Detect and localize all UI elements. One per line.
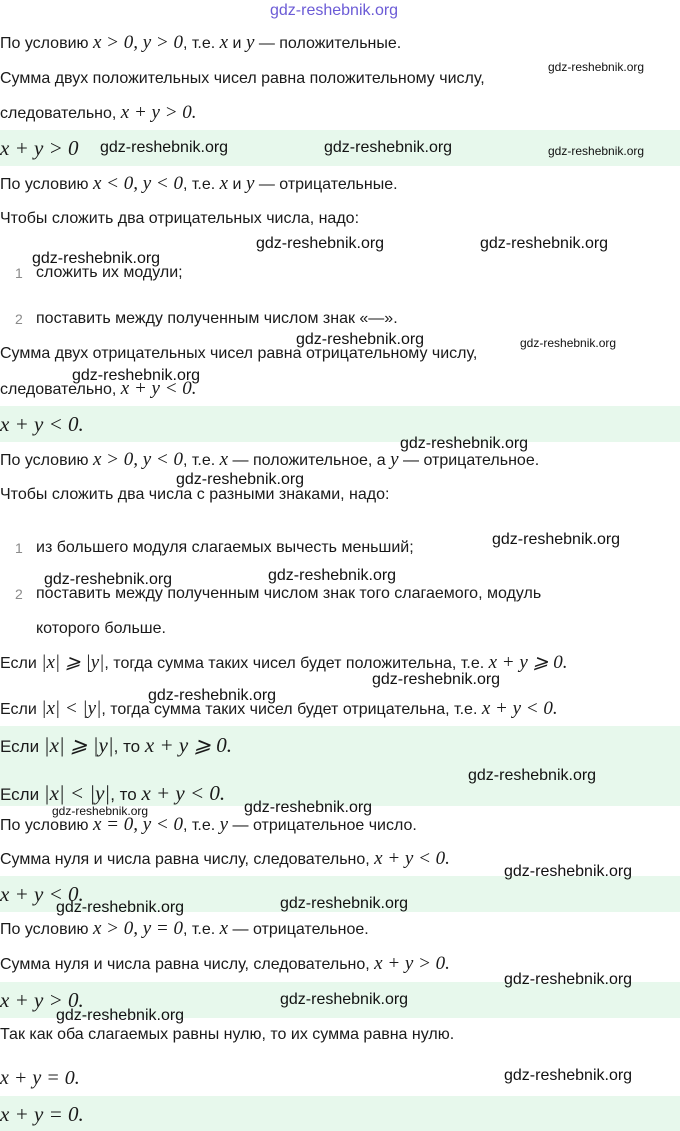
s3-step-1-number: 1 xyxy=(15,540,23,556)
s4-answer: x + y < 0. xyxy=(0,882,84,906)
answer-band-6 xyxy=(0,1096,680,1131)
watermark: gdz-reshebnik.org xyxy=(468,767,597,784)
s2-answer: x + y < 0. xyxy=(0,412,84,436)
watermark: gdz-reshebnik.org xyxy=(504,863,633,880)
s5-condition: По условию x > 0, y = 0, т.е. x — отрицательное. xyxy=(0,918,369,939)
s3-answer-1: Если |x| ⩾ |y|, то x + y ⩾ 0. xyxy=(0,733,233,757)
watermark: gdz-reshebnik.org xyxy=(268,567,397,584)
s1-answer: x + y > 0 xyxy=(0,136,79,160)
watermark: gdz-reshebnik.org xyxy=(244,799,373,816)
watermark: gdz-reshebnik.org xyxy=(176,471,305,488)
watermark: gdz-reshebnik.org xyxy=(270,2,399,19)
s3-answer-2: Если |x| < |y|, то x + y < 0. xyxy=(0,781,226,805)
watermark: gdz-reshebnik.org xyxy=(100,139,229,156)
s3-condition: По условию x > 0, y < 0, т.е. x — положительное, а y — отрицательное. xyxy=(0,449,540,470)
s1-conclusion: следовательно, x + y > 0. xyxy=(0,102,197,123)
watermark: gdz-reshebnik.org xyxy=(148,687,277,704)
s3-step-2-text-cont: которого больше. xyxy=(36,620,166,637)
s2-step-2-text: поставить между полученным числом знак «—». xyxy=(36,310,398,327)
s6-rule: Так как оба слагаемых равны нулю, то их сумма равна нулю. xyxy=(0,1026,455,1043)
watermark: gdz-reshebnik.org xyxy=(548,60,645,74)
s2-intro: Чтобы сложить два отрицательных числа, надо: xyxy=(0,210,360,227)
watermark: gdz-reshebnik.org xyxy=(296,331,425,348)
s1-condition: По условию x > 0, y > 0, т.е. x и y — положительные. xyxy=(0,32,402,53)
s4-rule: Сумма нуля и числа равна числу, следовательно, x + y < 0. xyxy=(0,848,450,869)
answer-band-2 xyxy=(0,406,680,442)
s3-step-1-text: из большего модуля слагаемых вычесть меньший; xyxy=(36,539,414,556)
watermark: gdz-reshebnik.org xyxy=(280,895,409,912)
watermark: gdz-reshebnik.org xyxy=(52,804,149,818)
s2-step-1-number: 1 xyxy=(15,265,23,281)
watermark: gdz-reshebnik.org xyxy=(72,367,201,384)
s2-conclusion: следовательно, x + y < 0. xyxy=(0,378,197,399)
watermark: gdz-reshebnik.org xyxy=(492,531,621,548)
watermark: gdz-reshebnik.org xyxy=(520,336,617,350)
s3-step-2-number: 2 xyxy=(15,586,23,602)
s1-rule: Сумма двух положительных чисел равна положительному числу, xyxy=(0,70,485,87)
s6-answer: x + y = 0. xyxy=(0,1102,84,1126)
watermark: gdz-reshebnik.org xyxy=(56,1007,185,1024)
s2-rule: Сумма двух отрицательных чисел равна отрицательному числу, xyxy=(0,345,478,362)
s6-conclusion: x + y = 0. xyxy=(0,1067,80,1089)
s5-answer: x + y > 0. xyxy=(0,988,84,1012)
s3-if-2: Если |x| < |y|, тогда сумма таких чисел будет отрицательна, т.е. x + y < 0. xyxy=(0,698,558,719)
s5-rule: Сумма нуля и числа равна числу, следовательно, x + y > 0. xyxy=(0,953,450,974)
watermark: gdz-reshebnik.org xyxy=(400,435,529,452)
watermark: gdz-reshebnik.org xyxy=(324,139,453,156)
watermark: gdz-reshebnik.org xyxy=(256,235,385,252)
s3-if-1: Если |x| ⩾ |y|, тогда сумма таких чисел будет положительна, т.е. x + y ⩾ 0. xyxy=(0,652,568,673)
s2-step-1-text: сложить их модули; xyxy=(36,264,183,281)
s3-step-2-text: поставить между полученным числом знак того слагаемого, модуль xyxy=(36,585,542,602)
watermark: gdz-reshebnik.org xyxy=(372,671,501,688)
watermark: gdz-reshebnik.org xyxy=(504,1067,633,1084)
s2-step-2-number: 2 xyxy=(15,311,23,327)
watermark: gdz-reshebnik.org xyxy=(56,899,185,916)
watermark: gdz-reshebnik.org xyxy=(44,571,173,588)
watermark: gdz-reshebnik.org xyxy=(480,235,609,252)
s2-condition: По условию x < 0, y < 0, т.е. x и y — отрицательные. xyxy=(0,173,398,194)
watermark: gdz-reshebnik.org xyxy=(548,144,645,158)
watermark: gdz-reshebnik.org xyxy=(280,991,409,1008)
watermark: gdz-reshebnik.org xyxy=(32,250,161,267)
s4-condition: По условию x = 0, y < 0, т.е. y — отрицательное число. xyxy=(0,814,417,835)
watermark: gdz-reshebnik.org xyxy=(504,971,633,988)
s3-intro: Чтобы сложить два числа с разными знаками, надо: xyxy=(0,486,390,503)
